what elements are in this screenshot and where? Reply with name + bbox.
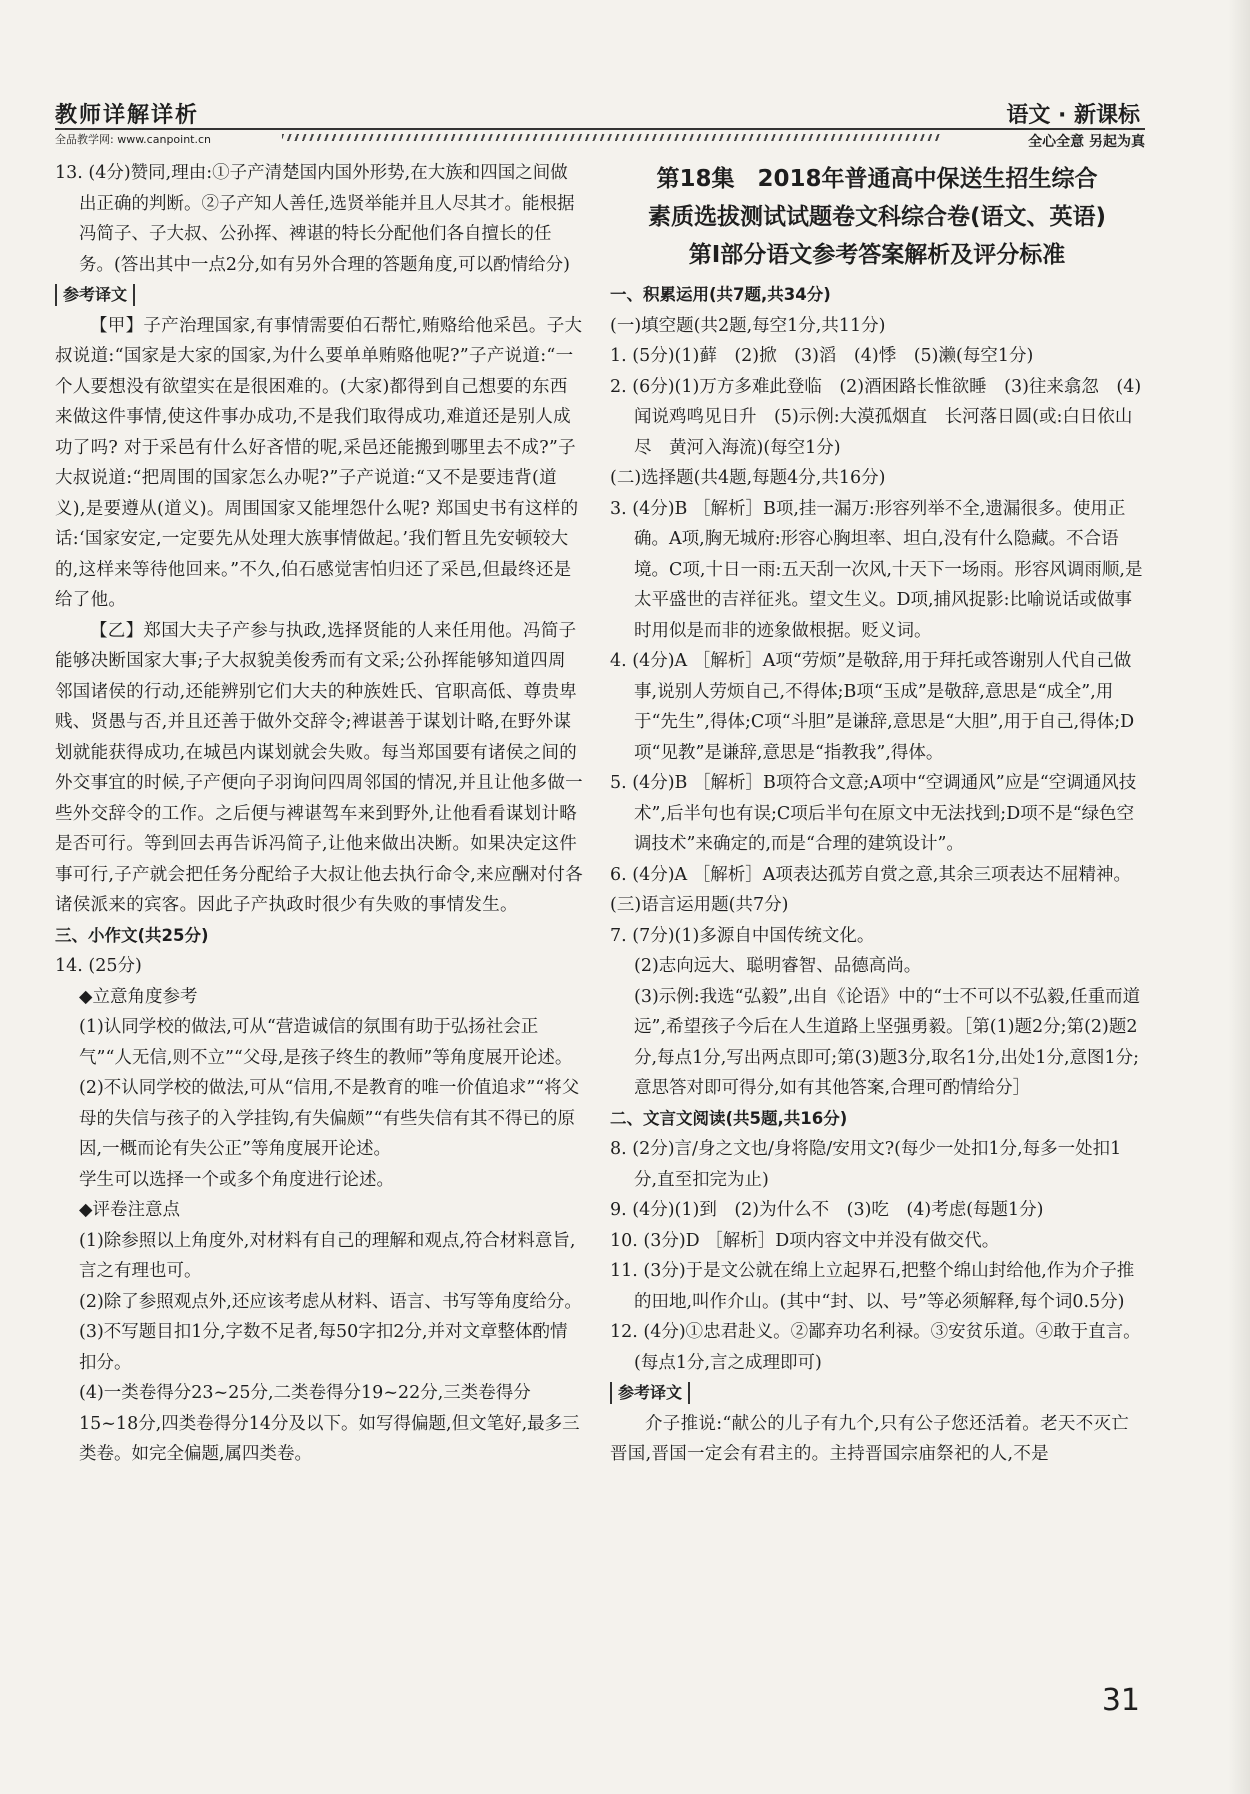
text-paragraph: (2)不认同学校的做法,可从“信用,不是教育的唯一价值追求”“将父母的失信与孩子的入学挂钩,有失偏颇”“有些失信有其不得已的原因,一概而论有失公正”等角度展开论述。 [79, 1078, 580, 1159]
text-paragraph: 10. (3分)D ［解析］D项内容文中并没有做交代。 [610, 1230, 1000, 1251]
text-paragraph: 11. (3分)于是文公就在绵上立起界石,把整个绵山封给他,作为介子推的田地,叫作介山。(其中“封、以、号”等必须解释,每个词0.5分) [610, 1261, 1135, 1312]
text-paragraph: 学生可以选择一个或多个角度进行论述。 [79, 1169, 394, 1190]
text-paragraph: (一)填空题(共2题,每空1分,共11分) [610, 315, 886, 336]
left-column [55, 158, 583, 1470]
text-paragraph: 6. (4分)A ［解析］A项表达孤芳自赏之意,其余三项表达不屈精神。 [610, 864, 1131, 885]
header-left-title: 教师详解详析 [55, 103, 200, 128]
section-heading: 三、小作文(共25分) [55, 925, 209, 945]
text-paragraph: (4)一类卷得分23~25分,二类卷得分19~22分,三类卷得分15~18分,四类卷得分14分及以下。如写得偏题,但文笔好,最多三类卷。如完全偏题,属四类卷。 [79, 1383, 580, 1464]
text-paragraph: 1. (5分)(1)藓 (2)掀 (3)滔 (4)悸 (5)濑(每空1分) [610, 346, 1034, 366]
answer-blocks [610, 280, 1144, 1470]
title-line: 第Ⅰ部分语文参考答案解析及评分标准 [688, 242, 1066, 268]
header-hatch-decoration [282, 134, 942, 141]
section-heading: 一、积累运用(共7题,共34分) [610, 285, 831, 304]
text-paragraph: (2)除了参照观点外,还应该考虑从材料、语言、书写等角度给分。 [79, 1291, 582, 1312]
text-paragraph: ◆立意角度参考 [79, 986, 198, 1007]
header-slogan: 全心全意 另起为真 [1028, 134, 1145, 150]
page-number: 31 [1101, 1683, 1140, 1718]
text-paragraph: (1)认同学校的做法,可从“营造诚信的氛围有助于弘扬社会正气”“人无信,则不立”“父母,是孩子终生的教师”等角度展开论述。 [79, 1017, 573, 1068]
section-heading: 二、文言文阅读(共5题,共16分) [610, 1108, 848, 1128]
text-paragraph: 3. (4分)B ［解析］B项,挂一漏万:形容列举不全,遗漏很多。使用正确。A项,胸无城府:形容心胸坦率、坦白,没有什么隐藏。不合语境。C项,十日一雨:五天刮一次风,十天下一场雨。形容风调雨顺,是太平盛世的吉祥征兆。望文生义。D项,捕风捉影:比喻说话或做事时用似是而非的迹象做根据。贬义词。 [610, 498, 1143, 641]
right-column [610, 158, 1144, 1470]
text-paragraph: (3)不写题目扣1分,字数不足者,每50字扣2分,并对文章整体酌情扣分。 [79, 1322, 568, 1373]
text-paragraph: (三)语言运用题(共7分) [610, 895, 789, 915]
text-paragraph: 14. (25分) [55, 956, 142, 976]
header-rule [55, 128, 1145, 130]
text-paragraph: (二)选择题(共4题,每题4分,共16分) [610, 468, 886, 488]
text-paragraph: (1)除参照以上角度外,对材料有自己的理解和观点,符合材料意旨,言之有理也可。 [79, 1230, 576, 1281]
text-paragraph: 7. (7分)(1)多源自中国传统文化。 [610, 925, 875, 946]
text-paragraph: 8. (2分)言/身之文也/身将隐/安用文?(每少一处扣1分,每多一处扣1分,直至扣完为止) [610, 1139, 1122, 1190]
text-paragraph: ◆评卷注意点 [79, 1200, 180, 1220]
text-paragraph: 【甲】子产治理国家,有事情需要伯石帮忙,贿赂给他采邑。子大叔说道:“国家是大家的国家,为什么要单单贿赂他呢?”子产说道:“一个人要想没有欲望实在是很困难的。(大家)都得到自己想要的东西来做这件事情,使这件事办成功,不是我们取得成功,难道还是别人成功了吗? 对于采邑有什么好吝惜的呢,采邑还能搬到哪里去不成?”子大叔说道:“把周围的国家怎么办呢?”子产说道:“又不是要违背(道义),是要遵从(道义)。周围国家又能埋怨什么呢? 郑国史书有这样的话:‘国家安定,一定要先从处理大族事情做起。’我们暂且先安顿较大的,这样来等待他回来。”不久,伯石感觉害怕归还了采邑,但最终还是给了他。 [55, 315, 583, 610]
text-paragraph: 5. (4分)B ［解析］B项符合文意;A项中“空调通风”应是“空调通风技术”,后半句也有误;C项后半句在原文中无法找到;D项不是“绿色空调技术”来确定的,而是“合理的建筑设计”。 [610, 773, 1137, 854]
reference-translation-label: 参考译文 [610, 1382, 690, 1404]
text-paragraph: (3)示例:我选“弘毅”,出自《论语》中的“士不可以不弘毅,任重而道远”,希望孩子今后在人生道路上坚强勇毅。［第(1)题2分;第(2)题2分,每点1分,写出两点即可;第(3)题3分,取名1分,出处1分,意图1分;意思答对即可得分,如有其他答案,合理可酌情给分］ [634, 986, 1141, 1098]
title-line: 素质选拔测试试题卷文科综合卷(语文、英语) [647, 204, 1107, 230]
text-paragraph: (2)志向远大、聪明睿智、品德高尚。 [634, 956, 922, 976]
text-paragraph: 13. (4分)赞同,理由:①子产清楚国内国外形势,在大族和四国之间做出正确的判断。②子产知人善任,选贤举能并且人尽其才。能根据冯简子、子大叔、公孙挥、裨谌的特长分配他们各自擅长的任务。(答出其中一点2分,如有另外合理的答题角度,可以酌情给分) [55, 163, 575, 275]
title-line: 第18集 2018年普通高中保送生招生综合 [656, 166, 1098, 192]
header-website: 全品教学网: www.canpoint.cn [55, 133, 212, 146]
text-paragraph: 【乙】郑国大夫子产参与执政,选择贤能的人来任用他。冯简子能够决断国家大事;子大叔貌美俊秀而有文采;公孙挥能够知道四周邻国诸侯的行动,还能辨别它们大夫的种族姓氏、官职高低、尊贵卑贱、贤愚与否,并且还善于做外交辞令;裨谌善于谋划计略,在野外谋划就能获得成功,在城邑内谋划就会失败。每当郑国要有诸侯之间的外交事宜的时候,子产便向子羽询问四周邻国的情况,并且让他多做一些外交辞令的工作。之后便与裨谌驾车来到野外,让他看看谋划计略是否可行。等到回去再告诉冯简子,让他来做出决断。如果决定这件事可行,子产就会把任务分配给子大叔让他去执行命令,来应酬对付各诸侯派来的宾客。因此子产执政时很少有失败的事情发生。 [55, 620, 583, 915]
text-paragraph: 介子推说:“献公的儿子有九个,只有公子您还活着。老天不灭亡晋国,晋国一定会有君主的。主持晋国宗庙祭祀的人,不是 [610, 1413, 1130, 1464]
text-paragraph: 2. (6分)(1)万方多难此登临 (2)酒困路长惟欲睡 (3)往来翕忽 (4)闻说鸡鸣见日升 (5)示例:大漠孤烟直 长河落日圆(或:白日依山尽 黄河入海流)(每空1分) [610, 376, 1142, 458]
text-paragraph: 12. (4分)①忠君赴义。②鄙弃功名利禄。③安贫乐道。④敢于直言。(每点1分,言之成理即可) [610, 1322, 1141, 1373]
reference-translation-label: 参考译文 [55, 284, 135, 306]
page-edge-shadow [1228, 0, 1250, 1794]
answer-key-title [610, 160, 1144, 274]
text-paragraph: 4. (4分)A ［解析］A项“劳烦”是敬辞,用于拜托或答谢别人代自己做事,说别人劳烦自己,不得体;B项“玉成”是敬辞,意思是“成全”,用于“先生”,得体;C项“斗胆”是谦辞,意思是“大胆”,用于自己,得体;D项“见教”是谦辞,意思是“指教我”,得体。 [610, 651, 1135, 763]
text-paragraph: 9. (4分)(1)到 (2)为什么不 (3)吃 (4)考虑(每题1分) [610, 1200, 1044, 1220]
header-right-title: 语文 · 新课标 [1006, 103, 1140, 128]
